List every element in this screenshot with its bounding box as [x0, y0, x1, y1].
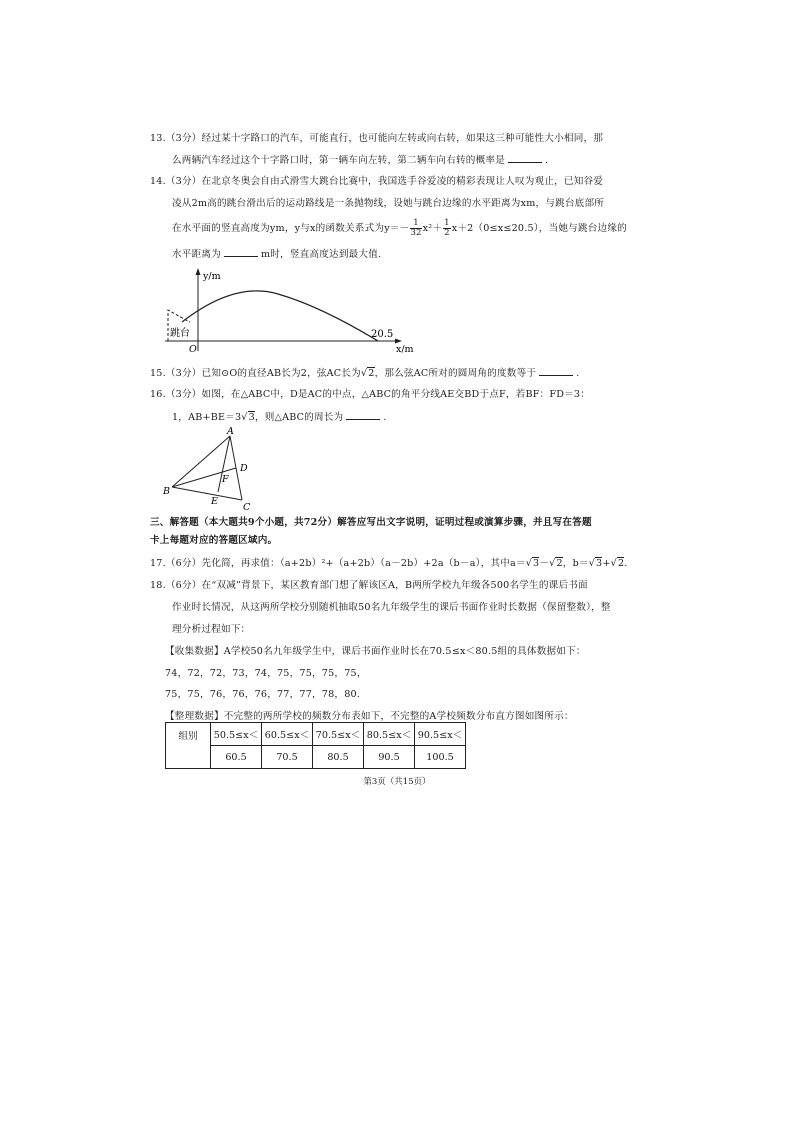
section3-line2: 卡上每题对应的答题区域内。: [150, 535, 278, 546]
q15-sqrt: 2: [368, 368, 375, 379]
q14-x2: x²＋: [422, 223, 443, 234]
label-D: D: [240, 463, 248, 474]
q17-mid2: ，b＝: [562, 558, 589, 569]
q14-line4-post: m时，竖直高度达到最大值.: [260, 249, 382, 260]
q14-line4-pre: 水平距离为: [172, 249, 221, 260]
frac1-num: 1: [410, 219, 421, 229]
q17-end: .: [624, 558, 628, 569]
table-header-group: 组别: [166, 723, 211, 769]
table-cell: 90.5≤x＜: [415, 723, 466, 746]
q13-line2: [172, 153, 548, 168]
table-row: [166, 723, 466, 746]
q18-organize: 【整理数据】不完整的两所学校的频数分布表如下，不完整的A学校频数分布直方图如图所示：: [165, 711, 574, 722]
label-E: E: [211, 496, 218, 507]
q18-data1: 74，72，72，73，74，75，75，75，75，: [165, 668, 367, 679]
frequency-table: [165, 722, 466, 769]
q14-line3-pre: 在水平面的竖直高度为ym，y与x的函数关系式为y＝－: [172, 223, 410, 234]
q14-line4: [172, 247, 381, 262]
q16-end: .: [383, 412, 387, 423]
page-footer: 第3页（共15页）: [363, 777, 431, 787]
q15-end: .: [576, 368, 580, 379]
x-axis-arrow: [395, 339, 402, 344]
q16-triangle-figure: [160, 424, 270, 514]
table-row: [166, 746, 466, 769]
q17-sqrt2: 2: [556, 558, 563, 569]
q15-answer-blank: [539, 366, 573, 376]
q18-data2: 75，75，76，76，76，77，77，78，80.: [165, 689, 361, 700]
parabola-curve: [182, 291, 378, 341]
label-F: F: [222, 474, 229, 485]
q14-fraction-2: [443, 219, 451, 238]
table-cell: 90.5: [364, 746, 415, 769]
y-axis-label: y/m: [203, 271, 221, 282]
q14-parabola-graph: [160, 266, 420, 358]
q18-line1: 18.（6分）在“双减”背景下，某区教育部门想了解该区A，B两所学校九年级各500名学生的课后书面: [150, 580, 588, 591]
q17-sqrt3: 3: [596, 558, 603, 569]
q17-sqrt1: 3: [533, 558, 540, 569]
label-B: B: [163, 486, 170, 497]
label-C: C: [243, 502, 251, 513]
q15-line: 15.（3分）已知⊙O的直径AB长为2，弦AC长为√2，那么弦AC所对的圆周角的度数等于 .: [150, 368, 580, 379]
table-cell: 80.5≤x＜: [364, 723, 415, 746]
table-cell: 60.5≤x＜: [262, 723, 313, 746]
q13-line1: 13.（3分）经过某十字路口的汽车，可能直行，也可能向左转或向右转，如果这三种可能性大小相同，那: [150, 133, 604, 144]
q14-line3: [172, 219, 627, 238]
frac2-num: 1: [444, 218, 450, 228]
table-cell: 100.5: [415, 746, 466, 769]
table-cell: 50.5≤x＜: [211, 723, 262, 746]
q18-collect: 【收集数据】A学校50名九年级学生中，课后书面作业时长在70.5≤x＜80.5组的具体数据如下：: [165, 646, 586, 657]
q17-pre: 17.（6分）先化简，再求值：（a+2b）²+（a+2b）（a－2b）+2a（b－a），其中a＝: [150, 558, 526, 569]
frac2-den: 2: [444, 228, 450, 238]
x-end-label: 20.5: [371, 329, 394, 340]
q14-line2: 凌从2m高的跳台滑出后的运动路线是一条抛物线，设她与跳台边缘的水平距离为xm，与跳台底部所: [172, 198, 605, 209]
q13-answer-blank: [508, 153, 542, 163]
q17-mid3: +: [602, 558, 611, 569]
table-cell: 80.5: [313, 746, 364, 769]
x-axis-label: x/m: [396, 344, 414, 355]
q14-fraction-1: [410, 219, 421, 238]
q17-sqrt4: 2: [617, 558, 625, 569]
platform-label: 跳台: [170, 328, 190, 339]
section3-line1: 三、解答题（本大题共9个小题，共72分）解答应写出文字说明，证明过程或演算步骤，并且写在答题: [150, 517, 592, 528]
q14-line3-post: x＋2（0≤x≤20.5），当她与跳台边缘的: [451, 223, 627, 234]
q15-post: ，那么弦AC所对的圆周角的度数等于: [374, 368, 537, 379]
q18-line2: 作业时长情况，从这两所学校分别随机抽取50名九年级学生的课后书面作业时长数据（保留整数），整: [172, 602, 611, 613]
y-axis-arrow: [196, 268, 201, 275]
q14-answer-blank: [224, 247, 258, 257]
q15-pre: 15.（3分）已知⊙O的直径AB长为2，弦AC长为: [150, 368, 361, 379]
q16-line2-post: ，则△ABC的周长为: [254, 412, 344, 423]
frac1-den: 32: [410, 228, 422, 238]
q16-answer-blank: [346, 410, 380, 420]
q17-mid: －: [539, 558, 550, 569]
q16-line2-pre: 1，AB+BE＝3: [172, 412, 242, 423]
q17-line: 17.（6分）先化简，再求值：（a+2b）²+（a+2b）（a－2b）+2a（b－a），其中a＝√3－√2，b＝√3+√2.: [150, 558, 628, 569]
side-BC: [172, 487, 242, 500]
origin-label: O: [189, 344, 197, 355]
table-cell: 70.5: [262, 746, 313, 769]
q18-line3: 理分析过程如下：: [172, 624, 251, 635]
q13-text: 么两辆汽车经过这个十字路口时，第一辆车向左转，第二辆车向右转的概率是: [172, 155, 505, 166]
table-cell: 70.5≤x＜: [313, 723, 364, 746]
q16-sqrt: 3: [248, 412, 255, 423]
q13-end: .: [545, 155, 549, 166]
q14-line1: 14.（3分）在北京冬奥会自由式滑雪大跳台比赛中，我国选手谷爱凌的精彩表现让人叹为观止，已知谷爱: [150, 176, 604, 187]
label-A: A: [227, 426, 234, 437]
q16-line1: 16.（3分）如图，在△ABC中，D是AC的中点，△ABC的角平分线AE交BD于点F，若BF：FD＝3：: [150, 389, 590, 400]
table-cell: 60.5: [211, 746, 262, 769]
q16-line2: 1，AB+BE＝3√3，则△ABC的周长为 .: [172, 412, 387, 423]
